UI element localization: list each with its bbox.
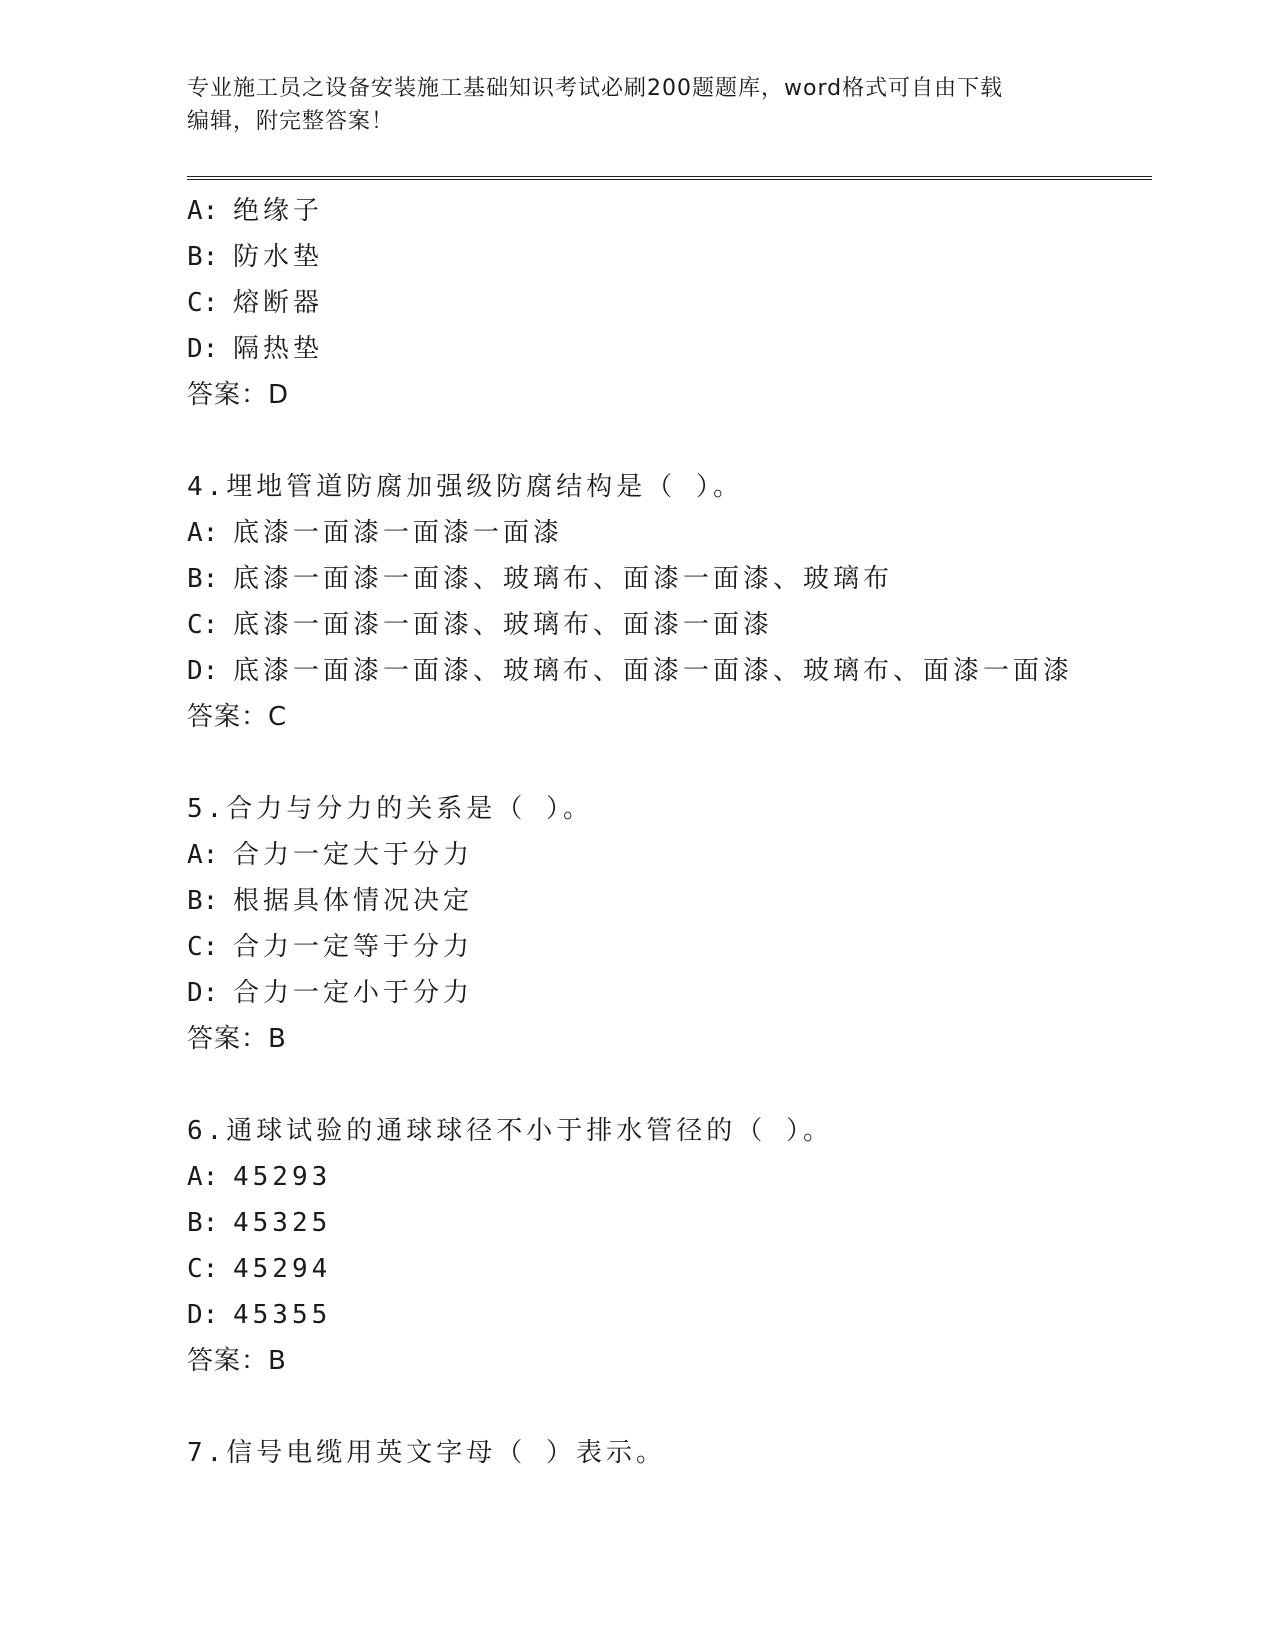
option-text: 45325 [233,1208,332,1238]
option-text: 45293 [233,1162,332,1192]
option-key: B: [187,1208,219,1238]
option-text: 根据具体情况决定 [233,886,474,916]
spacer [187,1384,1152,1430]
option-text: 45355 [233,1300,332,1330]
option-a [187,832,1152,878]
question-text: 7.信号电缆用英文字母（ ）表示。 [187,1438,666,1468]
answer: 答案：C [187,702,288,732]
header-divider [187,176,1152,180]
option-text: 底漆一面漆一面漆、玻璃布、面漆一面漆 [233,610,774,640]
option-d [187,1292,1152,1338]
document-body [187,188,1152,1476]
option-key: A: [187,1162,219,1192]
answer: 答案：B [187,1024,287,1054]
document-header [187,72,1087,138]
question-text: 4.埋地管道防腐加强级防腐结构是（ ）。 [187,472,743,502]
question-text: 5.合力与分力的关系是（ ）。 [187,794,593,824]
option-key: A: [187,196,219,226]
option-c [187,280,1152,326]
option-a [187,510,1152,556]
spacer [187,1062,1152,1108]
option-text: 合力一定等于分力 [233,932,474,962]
option-key: B: [187,564,219,594]
answer: 答案：D [187,380,290,410]
option-text: 合力一定小于分力 [233,978,474,1008]
header-title-line-2: 编辑，附完整答案！ [187,109,395,134]
option-text: 底漆一面漆一面漆一面漆 [233,518,564,548]
option-a [187,188,1152,234]
option-text: 合力一定大于分力 [233,840,474,870]
option-d [187,326,1152,372]
option-key: D: [187,656,219,686]
option-key: B: [187,242,219,272]
option-b [187,556,1152,602]
header-title-line-1: 专业施工员之设备安装施工基础知识考试必刷200题题库，word格式可自由下载 [187,76,1004,101]
option-c [187,1246,1152,1292]
option-d [187,970,1152,1016]
question-5 [187,786,1152,1062]
option-c [187,924,1152,970]
option-key: C: [187,932,219,962]
option-b [187,878,1152,924]
option-key: C: [187,288,219,318]
option-b [187,1200,1152,1246]
spacer [187,740,1152,786]
question-6 [187,1108,1152,1384]
option-key: D: [187,334,219,364]
option-d [187,648,1152,694]
option-b [187,234,1152,280]
question-3 [187,188,1152,418]
option-key: D: [187,1300,219,1330]
question-4 [187,464,1152,740]
spacer [187,418,1152,464]
option-c [187,602,1152,648]
option-key: B: [187,886,219,916]
answer: 答案：B [187,1346,287,1376]
question-7 [187,1430,1152,1476]
option-a [187,1154,1152,1200]
option-text: 45294 [233,1254,332,1284]
option-text: 熔断器 [233,288,324,318]
option-key: C: [187,1254,219,1284]
option-text: 隔热垫 [233,334,324,364]
option-text: 绝缘子 [233,196,324,226]
option-key: C: [187,610,219,640]
option-key: A: [187,518,219,548]
question-text: 6.通球试验的通球球径不小于排水管径的（ ）。 [187,1116,833,1146]
option-text: 底漆一面漆一面漆、玻璃布、面漆一面漆、玻璃布、面漆一面漆 [233,656,1074,686]
option-key: A: [187,840,219,870]
option-key: D: [187,978,219,1008]
option-text: 防水垫 [233,242,324,272]
option-text: 底漆一面漆一面漆、玻璃布、面漆一面漆、玻璃布 [233,564,894,594]
